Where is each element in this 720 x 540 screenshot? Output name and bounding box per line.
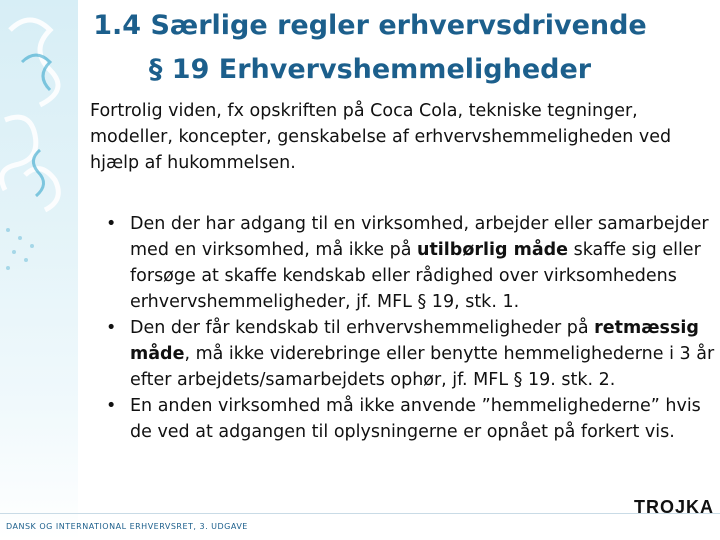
bullet-emphasis: utilbørlig måde xyxy=(416,240,569,260)
footer-bar xyxy=(0,513,720,540)
bullet-list xyxy=(100,211,715,445)
bullet-text-tail: , må ikke viderebringe eller benytte hemmelighederne i 3 år efter arbejdets/samarbejdets ophør, jf. MFL § 19. stk. 2. xyxy=(130,344,715,390)
slide-title: 1.4 Særlige regler erhvervsdrivende xyxy=(93,10,647,41)
footer-text: DANSK OG INTERNATIONAL ERHVERVSRET, 3. UDGAVE xyxy=(6,522,248,531)
decorative-symbols-graphic xyxy=(0,0,78,540)
slide-subtitle: § 19 Erhvervshemmeligheder xyxy=(148,54,592,85)
bullet-item xyxy=(100,211,715,315)
bullet-marker: • xyxy=(106,214,117,234)
decorative-side-panel xyxy=(0,0,78,540)
trojka-logo: TROJKA xyxy=(633,497,714,517)
bullet-emphasis: retmæssig måde xyxy=(130,318,699,364)
bullet-marker: • xyxy=(106,318,117,338)
intro-paragraph: Fortrolig viden, fx opskriften på Coca Cola, tekniske tegninger, modeller, koncepter, genskabelse af erhvervshemmeligheden ved hjælp af hukommelsen. xyxy=(90,101,672,173)
bullet-item xyxy=(100,315,715,393)
bullet-item xyxy=(100,393,715,445)
bullet-text: En anden virksomhed må ikke anvende ”hemmelighederne” hvis de ved at adgangen til oplysningerne er opnået på forkert vis. xyxy=(130,396,701,442)
bullet-text: Den der får kendskab til erhvervshemmeligheder på xyxy=(130,318,595,338)
bullet-marker: • xyxy=(106,396,117,416)
bullet-text: Den der har adgang til en virksomhed, arbejder eller samarbejder med en virksomhed, må ikke på xyxy=(130,214,709,260)
bullet-text-tail: skaffe sig eller forsøge at skaffe kendskab eller rådighed over virksomhedens erhvervshemmeligheder, jf. MFL § 19, stk. 1. xyxy=(130,240,701,312)
